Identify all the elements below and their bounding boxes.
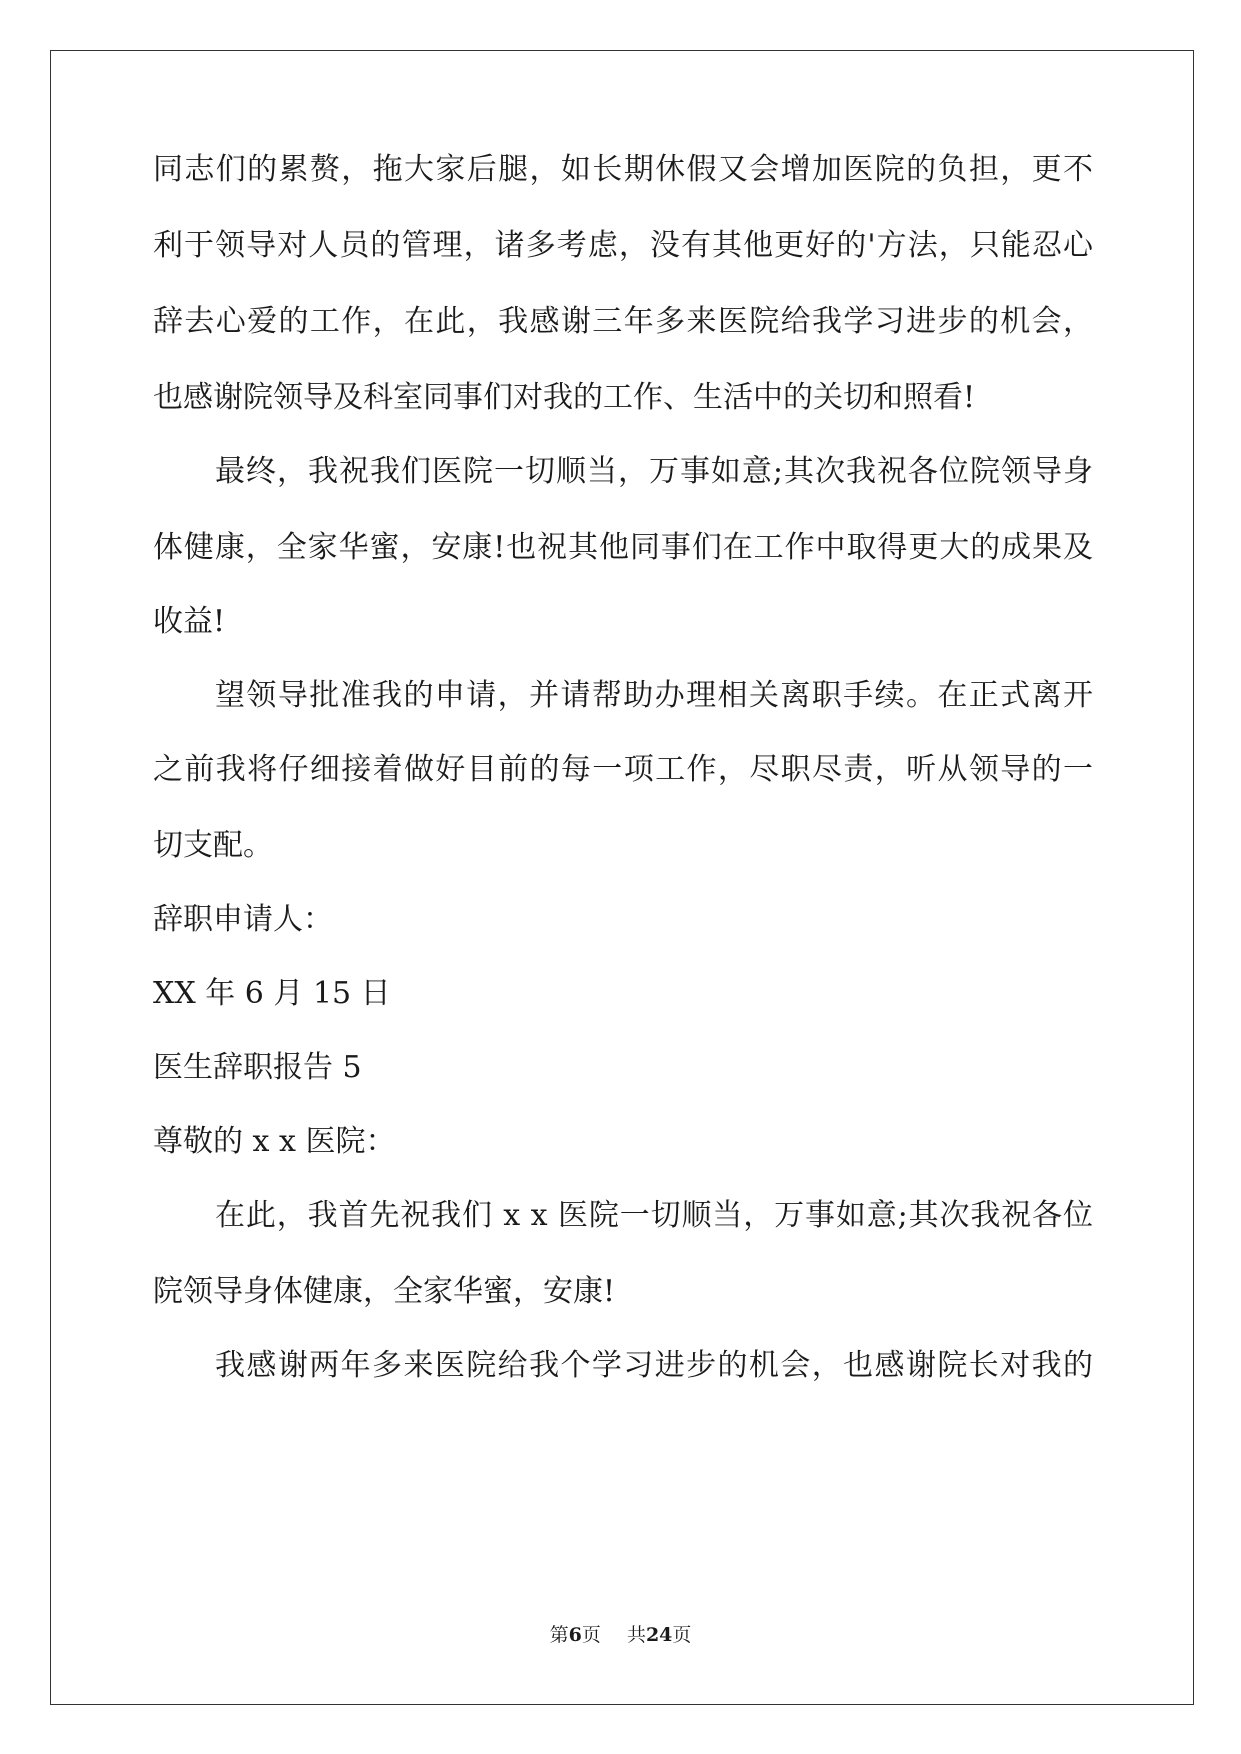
text-line: 在此，我首先祝我们 x x 医院一切顺当，万事如意;其次我祝各位	[215, 1198, 1093, 1233]
text-line: 也感谢院领导及科室同事们对我的工作、生活中的关切和照看!	[153, 380, 976, 415]
text-line: 最终，我祝我们医院一切顺当，万事如意;其次我祝各位院领导身	[215, 454, 1093, 489]
footer-total-suffix: 页	[672, 1624, 692, 1646]
salutation: 尊敬的 x x 医院：	[153, 1124, 396, 1159]
text-line: 我感谢两年多来医院给我个学习进步的机会，也感谢院长对我的	[215, 1348, 1093, 1383]
text-line: 院领导身体健康，全家华蜜，安康!	[153, 1274, 616, 1309]
date-line: XX 年 6 月 15 日	[153, 976, 391, 1011]
text-line: 体健康，全家华蜜，安康!也祝其他同事们在工作中取得更大的成果及	[153, 530, 1093, 565]
text-line: 之前我将仔细接着做好目前的每一项工作，尽职尽责，听从领导的一	[153, 752, 1093, 787]
signer-label: 辞职申请人：	[153, 902, 333, 937]
text-line: 同志们的累赘，拖大家后腿，如长期休假又会增加医院的负担，更不	[153, 152, 1093, 187]
page-footer	[0, 1623, 1241, 1647]
section-title: 医生辞职报告 5	[153, 1050, 362, 1085]
footer-total-prefix: 共	[626, 1624, 646, 1646]
current-page-number: 6	[568, 1624, 582, 1646]
footer-page-suffix: 页	[581, 1624, 601, 1646]
text-line: 收益!	[153, 604, 226, 639]
page-border	[50, 50, 1194, 1705]
text-line: 望领导批准我的申请，并请帮助办理相关离职手续。在正式离开	[215, 678, 1093, 713]
text-line: 切支配。	[153, 828, 273, 863]
total-pages-number: 24	[645, 1624, 673, 1646]
text-line: 利于领导对人员的管理，诸多考虑，没有其他更好的'方法，只能忍心	[153, 228, 1093, 263]
footer-prefix: 第	[549, 1624, 569, 1646]
text-line: 辞去心爱的工作，在此，我感谢三年多来医院给我学习进步的机会，	[153, 304, 1093, 339]
